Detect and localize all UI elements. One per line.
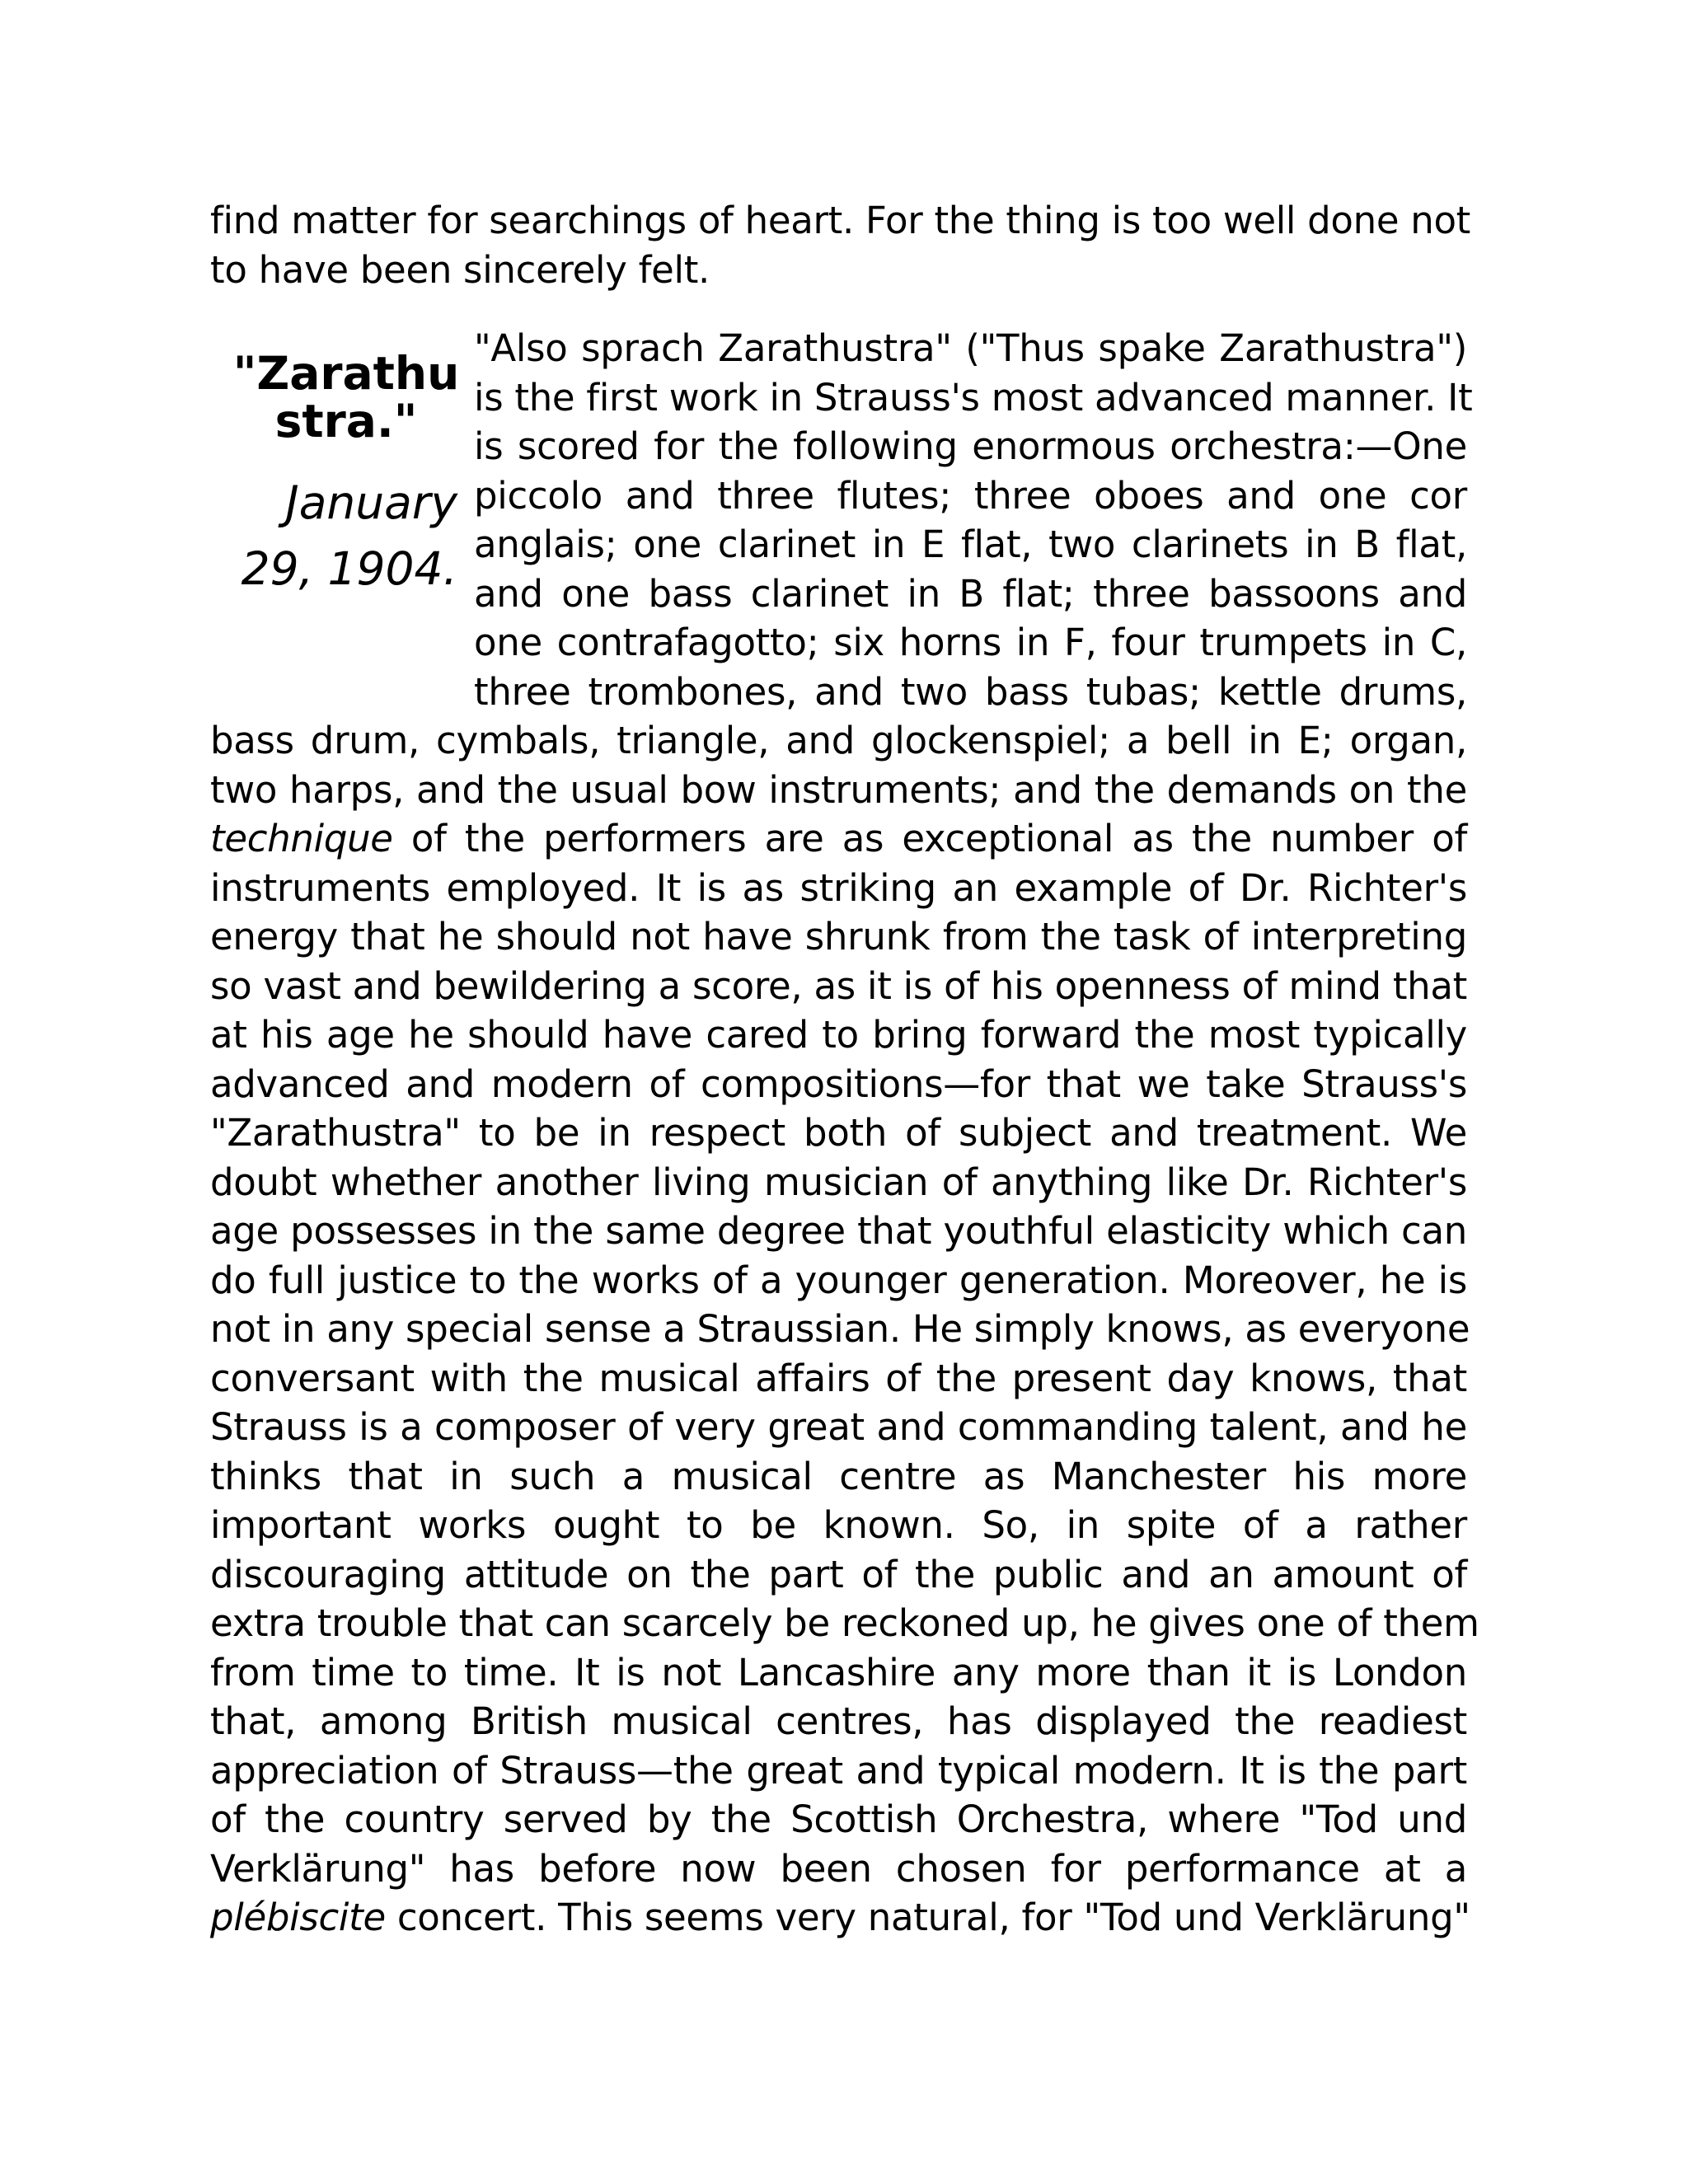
- text-line: is the first work in Strauss's most advanced manner. It: [474, 375, 1473, 419]
- continuation-paragraph: [210, 196, 1471, 294]
- text-line: advanced and modern of compositions—for that we take Strauss's: [210, 1062, 1467, 1106]
- zarathustra-section-head: [210, 324, 1473, 716]
- text-line: at his age he should have cared to bring forward the most typically: [210, 1013, 1467, 1057]
- text-line: age possesses in the same degree that youthful elasticity which can: [210, 1209, 1467, 1253]
- text-line: [210, 814, 1467, 864]
- margin-note-date-line: January: [285, 476, 457, 529]
- text-line: do full justice to the works of a younger generation. Moreover, he is: [210, 1258, 1467, 1302]
- text-line: "Zarathustra" to be in respect both of subject and treatment. We: [210, 1111, 1467, 1155]
- text-line: Verklärung" has before now been chosen for performance at a: [210, 1846, 1467, 1891]
- margin-note-title-line: "Zarathu: [232, 347, 460, 400]
- text-line: instruments employed. It is as striking an example of Dr. Richter's: [210, 865, 1467, 910]
- text-line: important works ought to be known. So, in spite of a rather: [210, 1503, 1467, 1547]
- text-line: thinks that in such a musical centre as Manchester his more: [210, 1454, 1467, 1498]
- text-line: is scored for the following enormous orchestra:—One: [474, 424, 1467, 468]
- text-line: so vast and bewildering a score, as it is of his openness of mind that: [210, 963, 1467, 1008]
- text-line: one contrafagotto; six horns in F, four trumpets in C,: [474, 621, 1467, 664]
- text-line: two harps, and the usual bow instruments; and the demands on the: [210, 767, 1467, 812]
- italic-term: plébiscite: [210, 1896, 386, 1939]
- italic-term: technique: [210, 817, 393, 860]
- text-line: discouraging attitude on the part of the public and an amount of: [210, 1552, 1467, 1596]
- text-line: conversant with the musical affairs of the present day knows, that: [210, 1356, 1467, 1400]
- margin-note-date: [210, 470, 457, 602]
- text-line: of the country served by the Scottish Orchestra, where "Tod und: [210, 1797, 1467, 1841]
- text-line: piccolo and three flutes; three oboes and one cor: [474, 473, 1467, 518]
- page-body: [210, 196, 1479, 1943]
- margin-note-title-line: stra.": [274, 395, 418, 448]
- text-line: and one bass clarinet in B flat; three bassoons and: [474, 571, 1467, 616]
- text-line: doubt whether another living musician of anything like Dr. Richter's: [210, 1160, 1467, 1204]
- text-line: from time to time. It is not Lancashire any more than it is London: [210, 1650, 1467, 1694]
- main-paragraph: [210, 716, 1479, 1943]
- text-line: Strauss is a composer of very great and commanding talent, and he: [210, 1405, 1467, 1449]
- text-line: appreciation of Strauss—the great and typical modern. It is the part: [210, 1748, 1467, 1793]
- text-line: anglais; one clarinet in E flat, two clarinets in B flat,: [474, 523, 1467, 566]
- margin-note-title: [210, 347, 466, 448]
- text-run: of the performers are as exceptional as the number of: [392, 817, 1467, 860]
- text-line: [210, 1893, 1470, 1943]
- margin-note: [210, 324, 460, 602]
- indented-paragraph-start: [474, 324, 1473, 716]
- text-line: not in any special sense a Straussian. He simply knows, as everyone: [210, 1307, 1470, 1351]
- margin-note-date-line: 29, 1904.: [241, 542, 457, 595]
- text-line: energy that he should not have shrunk from the task of interpreting: [210, 915, 1467, 958]
- text-line: three trombones, and two bass tubas; kettle drums,: [474, 669, 1467, 714]
- text-run: concert. This seems very natural, for "Tod und Verklärung": [385, 1896, 1470, 1939]
- text-line: "Also sprach Zarathustra" ("Thus spake Zarathustra"): [474, 326, 1467, 370]
- text-line: to have been sincerely felt.: [210, 247, 710, 292]
- text-line: that, among British musical centres, has displayed the readiest: [210, 1699, 1467, 1743]
- text-line: bass drum, cymbals, triangle, and glockenspiel; a bell in E; organ,: [210, 719, 1467, 762]
- text-line: find matter for searchings of heart. For the thing is too well done not: [210, 199, 1471, 242]
- text-line: extra trouble that can scarcely be reckoned up, he gives one of them: [210, 1601, 1479, 1645]
